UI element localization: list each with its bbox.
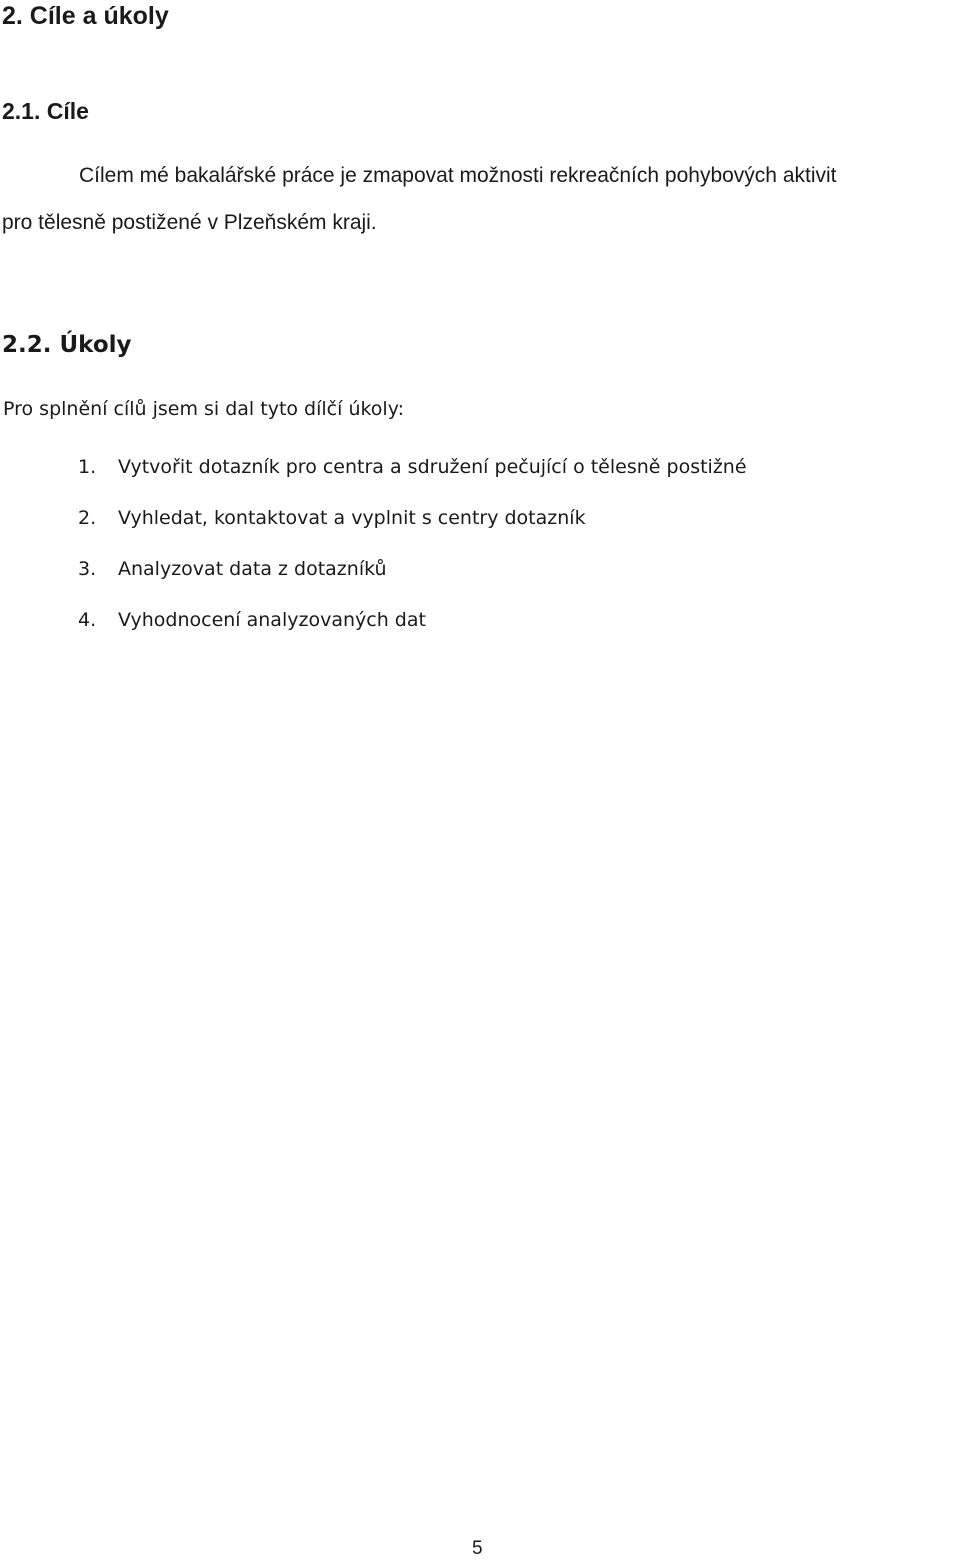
goals-heading: 2.1. Cíle (2, 98, 89, 124)
goals-paragraph-line-1: Cílem mé bakalářské práce je zmapovat možnosti rekreačních pohybových aktivit (79, 164, 837, 187)
list-item-text: Vyhodnocení analyzovaných dat (118, 609, 426, 631)
list-item-number: 1. (78, 456, 97, 478)
list-item (78, 556, 387, 582)
list-item-text: Vyhledat, kontaktovat a vyplnit s centry dotazník (118, 507, 586, 529)
tasks-intro: Pro splnění cílů jsem si dal tyto dílčí úkoly: (3, 398, 404, 420)
list-item-text: Analyzovat data z dotazníků (118, 558, 387, 580)
list-item (78, 505, 586, 531)
tasks-heading: 2.2. Úkoly (2, 332, 132, 358)
goals-paragraph-line-2: pro tělesně postižené v Plzeňském kraji. (2, 211, 377, 234)
list-item-number: 2. (78, 507, 97, 529)
page-number: 5 (472, 1538, 483, 1559)
list-item (78, 607, 426, 633)
chapter-heading: 2. Cíle a úkoly (2, 2, 169, 30)
list-item (78, 454, 747, 480)
list-item-number: 3. (78, 558, 97, 580)
list-item-number: 4. (78, 609, 97, 631)
list-item-text: Vytvořit dotazník pro centra a sdružení pečující o tělesně postižné (118, 456, 747, 478)
